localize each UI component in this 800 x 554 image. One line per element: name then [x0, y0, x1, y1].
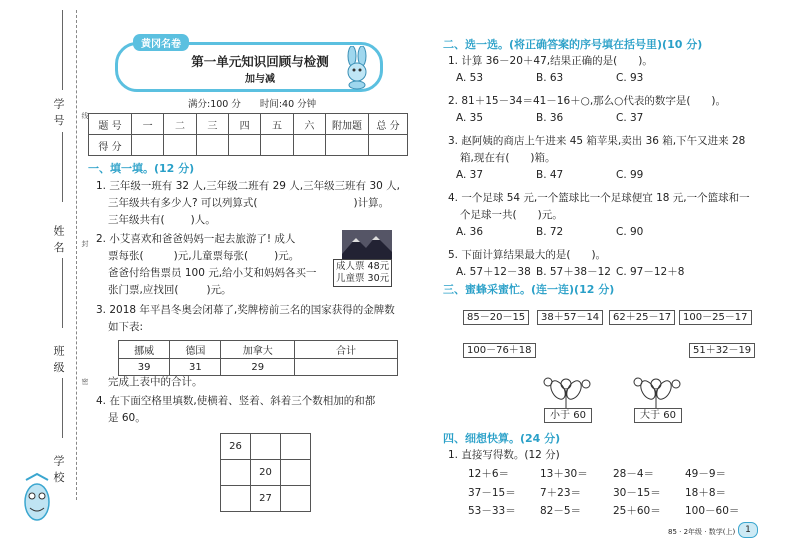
mc-q5: 5. 下面计算结果最大的是( )。 [448, 249, 607, 261]
q4-line2: 是 60。 [108, 412, 146, 424]
calc-item[interactable]: 7＋23＝ [540, 487, 582, 499]
score-value-row [89, 135, 408, 156]
grid-cell[interactable] [221, 460, 251, 486]
medal-total-input[interactable] [295, 359, 398, 376]
mc-option[interactable]: A. 36 [456, 226, 484, 238]
grid-cell[interactable] [281, 486, 311, 512]
calc-item[interactable]: 25＋60＝ [613, 505, 661, 517]
bee-expression[interactable]: 38＋57－14 [537, 310, 603, 325]
mc-option[interactable]: B. 72 [536, 226, 564, 238]
medal-header-row [119, 341, 398, 359]
medal-value-cell: 39 [119, 359, 170, 376]
q3-line3: 完成上表中的合计。 [108, 376, 203, 388]
q2-line3: 爸爸付给售票员 100 元,给小艾和妈妈各买一 [108, 267, 317, 279]
q1-line3-end: )人。 [190, 214, 216, 226]
flower-right-icon [626, 376, 686, 408]
q1-line2 [96, 195, 416, 212]
medal-header-cell: 合计 [295, 341, 398, 359]
score-header-cell: 四 [228, 114, 260, 135]
score-header-cell: 五 [261, 114, 293, 135]
bee-expression[interactable]: 85－20－15 [463, 310, 529, 325]
calc-item[interactable]: 53－33＝ [468, 505, 516, 517]
ticket-price-box [333, 259, 392, 287]
grid-cell: 20 [251, 460, 281, 486]
part1-q2 [96, 231, 346, 299]
medal-value-row [119, 359, 398, 376]
mc-q5-options [448, 264, 788, 281]
score-input-cell[interactable] [369, 135, 408, 156]
q2-line2-end: )元。 [274, 250, 300, 262]
q2-line2 [96, 248, 346, 265]
student-name-label: 姓 名 [52, 225, 65, 254]
score-input-cell[interactable] [132, 135, 164, 156]
footer-text: 85 · 2年级 · 数学(上) [668, 528, 736, 536]
mc-option[interactable]: A. 53 [456, 72, 484, 84]
mc-q3-options [448, 167, 788, 184]
grid-row [221, 434, 311, 460]
scenery-photo [342, 230, 392, 260]
q3-line1: 3. 2018 年平昌冬奥会闭幕了,奖牌榜前三名的国家获得的金牌数 [96, 304, 395, 316]
mc-option[interactable]: B. 63 [536, 72, 564, 84]
flower-label-less-than-60[interactable]: 小于 60 [544, 408, 592, 423]
class-line [62, 378, 63, 438]
medal-header-cell: 德国 [170, 341, 221, 359]
score-input-cell[interactable] [261, 135, 293, 156]
medal-header-cell: 加拿大 [221, 341, 295, 359]
child-ticket-price: 儿童票 30元 [336, 273, 390, 284]
rabbit-mascot-icon [340, 46, 374, 90]
mc-option[interactable]: C. 99 [616, 169, 644, 181]
mc-option[interactable]: B. 57＋38－12 [536, 266, 611, 278]
flower-left-icon [536, 376, 596, 408]
score-input-cell[interactable] [164, 135, 196, 156]
q1-line3 [96, 212, 416, 229]
score-header-cell: 一 [132, 114, 164, 135]
grid-cell: 26 [221, 434, 251, 460]
calc-item[interactable]: 100－60＝ [685, 505, 740, 517]
q1-line1: 1. 三年级一班有 32 人,三年级二班有 29 人,三年级三班有 30 人, [96, 180, 400, 192]
mc-q1: 1. 计算 36－20＋47,结果正确的是( )。 [448, 55, 653, 67]
score-input-cell[interactable] [196, 135, 228, 156]
mc-option[interactable]: C. 37 [616, 112, 644, 124]
student-name-line [62, 258, 63, 328]
binding-strip [0, 0, 92, 554]
q1-line2-end: )计算。 [353, 197, 390, 209]
mc-q4-cont: 个足球一共( )元。 [460, 209, 563, 221]
medal-value-cell: 29 [221, 359, 295, 376]
q3-line2: 如下表: [108, 321, 144, 333]
grid-row [221, 486, 311, 512]
part3-title: 三、蜜蜂采蜜忙。(连一连)(12 分) [443, 283, 615, 296]
flower-label-greater-than-60[interactable]: 大于 60 [634, 408, 682, 423]
calc-item[interactable]: 28－4＝ [613, 468, 655, 480]
score-header-cell: 总 分 [369, 114, 408, 135]
class-label: 班 级 [52, 345, 65, 374]
page-subtitle: 加与减 [245, 74, 275, 85]
grid-cell[interactable] [281, 434, 311, 460]
mc-q1-options [448, 70, 788, 87]
q2-line4 [96, 282, 346, 299]
score-header-cell: 附加题 [326, 114, 369, 135]
part4-sub: 1. 直接写得数。(12 分) [448, 449, 560, 461]
calc-item[interactable]: 37－15＝ [468, 487, 516, 499]
score-header-cell: 三 [196, 114, 228, 135]
part1-q1 [96, 178, 416, 229]
page-title: 第一单元知识回顾与检测 [191, 54, 329, 69]
calc-item[interactable]: 82－5＝ [540, 505, 582, 517]
grid-row [221, 460, 311, 486]
mc-option[interactable]: A. 57＋12－38 [456, 266, 531, 278]
pencil-mascot-icon [12, 472, 62, 527]
calc-item[interactable]: 49－9＝ [685, 468, 727, 480]
part2-title: 二、选一选。(将正确答案的序号填在括号里)(10 分) [443, 38, 703, 51]
bee-expression[interactable]: 100－25－17 [679, 310, 752, 325]
part1-q4 [96, 393, 426, 427]
q2-line1: 2. 小艾喜欢和爸爸妈妈一起去旅游了! 成人 [96, 233, 296, 245]
cut-line-mark: 线 [81, 112, 89, 119]
part4-title: 四、细想快算。(24 分) [443, 432, 561, 445]
student-number-line [62, 10, 63, 90]
part2-questions [448, 53, 788, 281]
medal-header-cell: 挪威 [119, 341, 170, 359]
score-header-cell: 六 [293, 114, 325, 135]
mc-q3: 3. 赵阿姨的商店上午进来 45 箱苹果,卖出 36 箱,下午又进来 28 [448, 135, 746, 147]
mc-option[interactable]: C. 90 [616, 226, 644, 238]
school-label: 学 校 [52, 455, 65, 484]
mc-q2-options [448, 110, 788, 127]
mc-q4: 4. 一个足球 54 元,一个篮球比一个足球便宜 18 元,一个篮球和一 [448, 192, 750, 204]
q2-line4-text: 张门票,应找回( [108, 284, 179, 296]
grid-cell: 27 [251, 486, 281, 512]
calc-item[interactable]: 18＋8＝ [685, 487, 727, 499]
part1-q3 [96, 302, 426, 336]
calc-item[interactable]: 13＋30＝ [540, 468, 588, 480]
grid-cell[interactable] [251, 434, 281, 460]
mc-option[interactable]: A. 35 [456, 112, 484, 124]
grid-cell[interactable] [281, 460, 311, 486]
calc-item[interactable]: 30－15＝ [613, 487, 661, 499]
mc-option[interactable]: A. 37 [456, 169, 484, 181]
mc-q4-options [448, 224, 788, 241]
grid-cell[interactable] [221, 486, 251, 512]
seal-line-mark: 封 [81, 240, 89, 247]
score-header-cell: 题 号 [89, 114, 132, 135]
score-table [88, 113, 408, 156]
score-header-row [89, 114, 408, 135]
student-number-line-2 [62, 132, 63, 202]
bee-expression[interactable]: 100－76＋18 [463, 343, 536, 358]
q1-line2-text: 三年级共有多少人? 可以列算式( [108, 197, 258, 209]
q2-line2-text: 票每张( [108, 250, 144, 262]
secret-line-mark: 密 [81, 378, 89, 385]
adult-ticket-price: 成人票 48元 [336, 261, 390, 272]
mc-option[interactable]: B. 47 [536, 169, 564, 181]
q4-line1: 4. 在下面空格里填数,使横着、竖着、斜着三个数相加的和都 [96, 395, 376, 407]
score-input-cell[interactable] [293, 135, 325, 156]
score-row-label: 得 分 [89, 135, 132, 156]
score-header-cell: 二 [164, 114, 196, 135]
mc-q2: 2. 81＋15－34＝41－16＋○,那么○代表的数字是( )。 [448, 95, 727, 107]
q1-line3-text: 三年级共有( [108, 214, 165, 226]
bee-expression[interactable]: 51＋32－19 [689, 343, 755, 358]
mc-option[interactable]: C. 97－12＋8 [616, 266, 685, 278]
exam-meta: 满分:100 分 时间:40 分钟 [188, 99, 317, 110]
student-number-label: 学 号 [52, 98, 65, 127]
medal-value-cell: 31 [170, 359, 221, 376]
calc-item[interactable]: 12＋6＝ [468, 468, 510, 480]
binding-dash-line [76, 10, 77, 500]
mc-q3-cont: 箱,现在有( )箱。 [460, 152, 556, 164]
mc-option[interactable]: B. 36 [536, 112, 564, 124]
bee-expression[interactable]: 62＋25－17 [609, 310, 675, 325]
medal-table [118, 340, 398, 376]
score-input-cell[interactable] [228, 135, 260, 156]
q2-line4-end: )元。 [206, 284, 232, 296]
magic-square-grid [220, 433, 311, 512]
part1-title: 一、填一填。(12 分) [88, 162, 195, 175]
page-number: 1 [738, 522, 758, 538]
mc-option[interactable]: C. 93 [616, 72, 644, 84]
brand-logo: 黄冈名卷 [133, 34, 189, 51]
score-input-cell[interactable] [326, 135, 369, 156]
q2-line2-mid: )元,儿童票每张( [173, 250, 249, 262]
